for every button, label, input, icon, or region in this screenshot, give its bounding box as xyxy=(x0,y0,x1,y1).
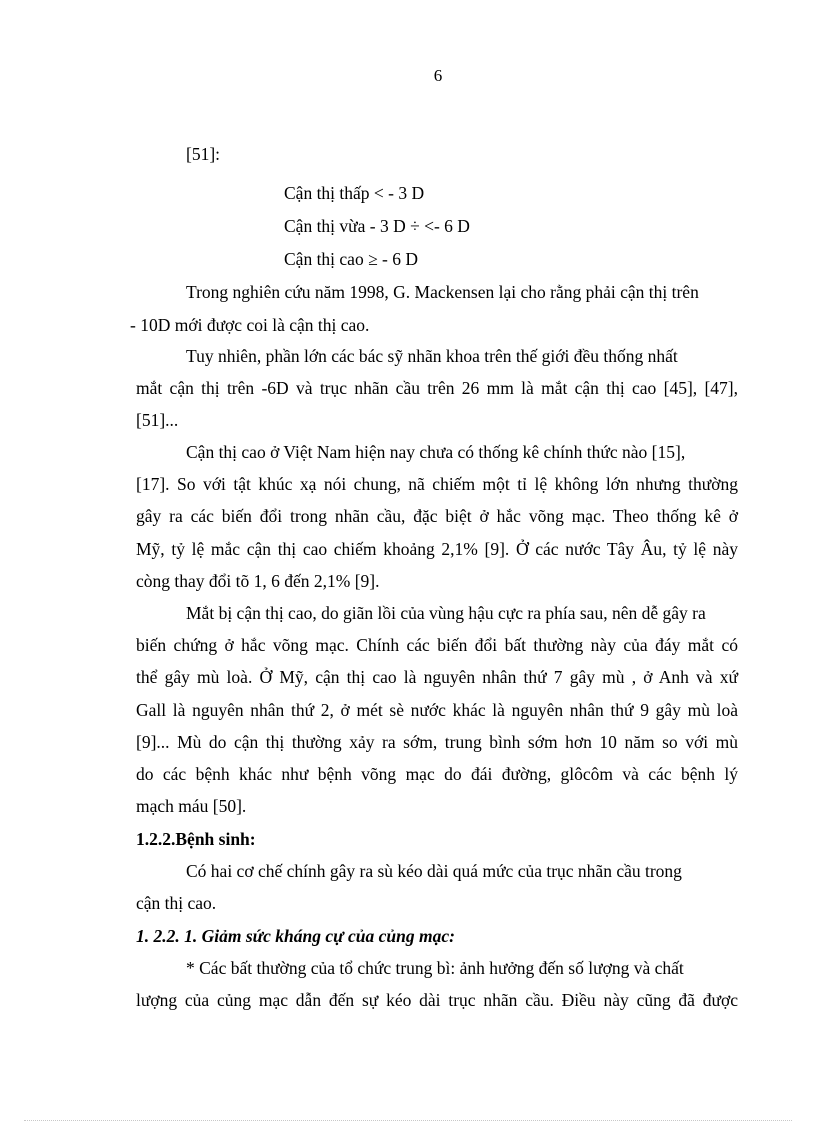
paragraph-line: mắt cận thị trên -6D và trục nhãn cầu trên 26 mm là mắt cận thị cao [45], [47], xyxy=(136,378,738,398)
subsection-heading: 1. 2.2. 1. Giảm sức kháng cự của củng mạc: xyxy=(136,926,455,946)
paragraph-line: Cận thị cao ở Việt Nam hiện nay chưa có thống kê chính thức nào [15], xyxy=(186,442,686,462)
paragraph-line: gây ra các biến đổi trong nhãn cầu, đặc biệt ở hắc võng mạc. Theo thống kê ở xyxy=(136,506,738,526)
classification-high: Cận thị cao ≥ - 6 D xyxy=(284,249,419,269)
paragraph-line: Tuy nhiên, phần lớn các bác sỹ nhãn khoa trên thế giới đều thống nhất xyxy=(186,346,678,366)
paragraph-line: [17]. So với tật khúc xạ nói chung, nã chiếm một tỉ lệ không lớn nhưng thường xyxy=(136,474,738,494)
paragraph-line: Có hai cơ chế chính gây ra sù kéo dài quá mức của trục nhãn cầu trong xyxy=(186,861,682,881)
paragraph-line: thể gây mù loà. Ở Mỹ, cận thị cao là nguyên nhân thứ 7 gây mù , ở Anh và xứ xyxy=(136,667,738,687)
paragraph-line: * Các bất thường của tổ chức trung bì: ảnh hưởng đến số lượng và chất xyxy=(186,958,684,978)
paragraph-line: [9]... Mù do cận thị thường xảy ra sớm, trung bình sớm hơn 10 năm so với mù xyxy=(136,732,738,752)
paragraph-line: - 10D mới được coi là cận thị cao. xyxy=(130,315,370,335)
paragraph-line: Mỹ, tỷ lệ mắc cận thị cao chiếm khoảng 2,1% [9]. Ở các nước Tây Âu, tỷ lệ này xyxy=(136,539,738,559)
paragraph-line: biến chứng ở hắc võng mạc. Chính các biến đổi bất thường này của đáy mắt có xyxy=(136,635,738,655)
page-number: 6 xyxy=(433,66,443,85)
paragraph-line: [51]... xyxy=(136,410,179,430)
paragraph-line: mạch máu [50]. xyxy=(136,796,247,816)
paragraph-line: cận thị cao. xyxy=(136,893,217,913)
paragraph-line: Mắt bị cận thị cao, do giãn lồi của vùng hậu cực ra phía sau, nên dễ gây ra xyxy=(186,603,706,623)
paragraph-line: do các bệnh khác như bệnh võng mạc do đái đường, glôcôm và các bệnh lý xyxy=(136,764,738,784)
classification-low: Cận thị thấp < - 3 D xyxy=(284,183,425,203)
paragraph-line: Trong nghiên cứu năm 1998, G. Mackensen lại cho rằng phải cận thị trên xyxy=(186,282,699,302)
page-footer-divider xyxy=(24,1120,792,1121)
classification-medium: Cận thị vừa - 3 D ÷ <- 6 D xyxy=(284,216,470,236)
paragraph-line: Gall là nguyên nhân thứ 2, ở mét sè nước khác là nguyên nhân thứ 9 gây mù loà xyxy=(136,700,738,720)
paragraph-line: còng thay đổi tõ 1, 6 đến 2,1% [9]. xyxy=(136,571,380,591)
section-heading: 1.2.2.Bệnh sinh: xyxy=(136,829,256,849)
paragraph-line: lượng của củng mạc dẫn đến sự kéo dài trục nhãn cầu. Điều này cũng đã được xyxy=(136,990,738,1010)
ref-intro: [51]: xyxy=(186,144,221,164)
